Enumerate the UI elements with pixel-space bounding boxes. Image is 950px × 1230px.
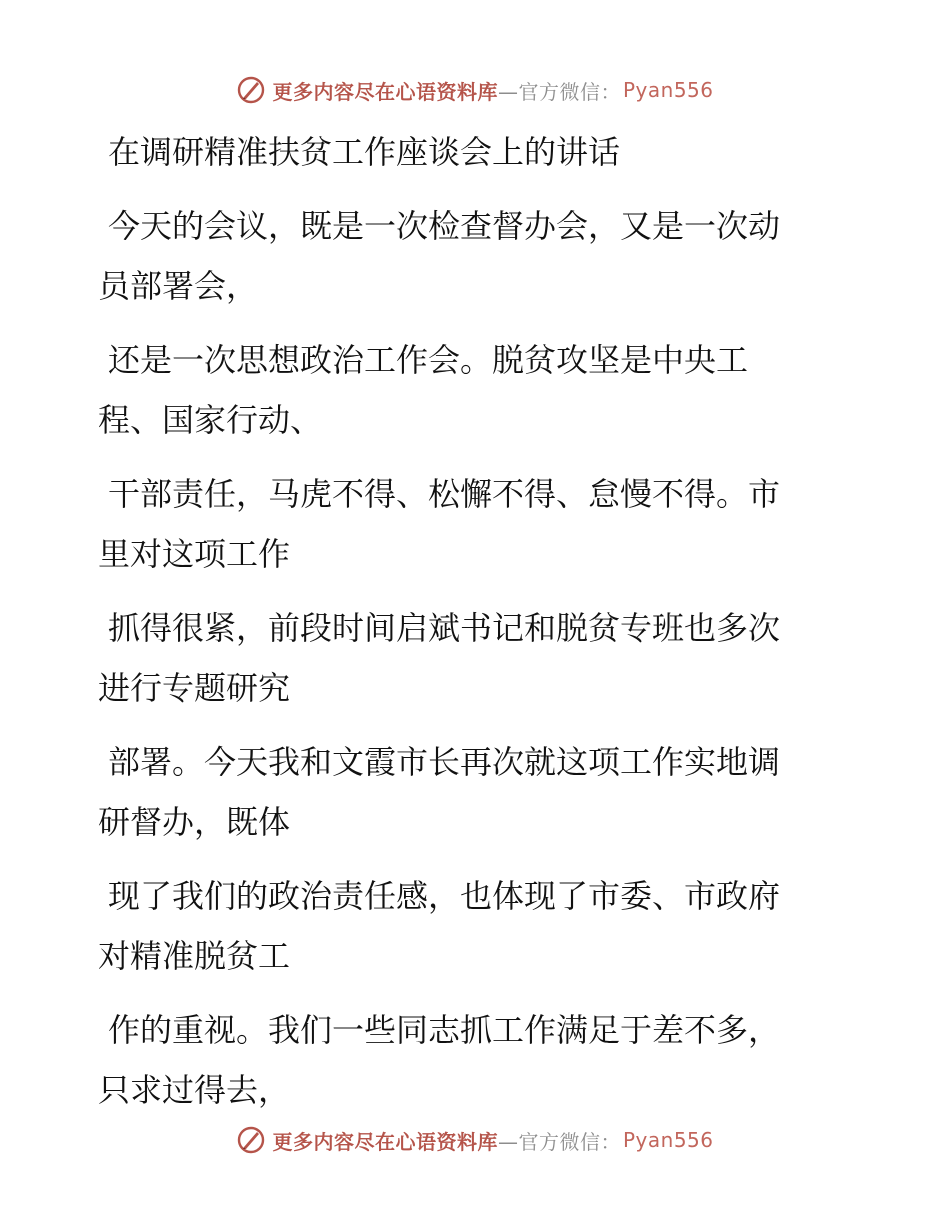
paragraph-line: 今天的会议，既是一次检查督办会，又是一次动: [108, 207, 781, 245]
paragraph: [98, 1000, 838, 1120]
paragraph-line: 作的重视。我们一些同志抓工作满足于差不多，: [108, 1011, 781, 1049]
paragraph-line: 员部署会，: [98, 267, 259, 305]
paragraph-line: 进行专题研究: [98, 669, 291, 707]
title-text: 在调研精准扶贫工作座谈会上的讲话: [108, 133, 621, 171]
header-watermark: [0, 70, 950, 110]
paragraph-line: 研督办，既体: [98, 803, 291, 841]
paragraph: [98, 598, 838, 718]
footer-watermark: [0, 1120, 950, 1160]
paragraph: [98, 196, 838, 316]
paragraph-line: 只求过得去，: [98, 1071, 291, 1109]
paragraph-line: 干部责任，马虎不得、松懈不得、怠慢不得。市: [108, 475, 781, 513]
watermark-brand-text: Pyan556: [622, 78, 714, 102]
watermark-lead-text: 更多内容尽在心语资料库: [272, 79, 498, 104]
quill-pen-circle-icon: [236, 1125, 266, 1155]
document-body: [98, 122, 838, 1120]
paragraph-line: 现了我们的政治责任感，也体现了市委、市政府: [108, 877, 781, 915]
paragraph-line: 程、国家行动、: [98, 401, 323, 439]
paragraph: [98, 330, 838, 450]
paragraph-line: 还是一次思想政治工作会。脱贫攻坚是中央工: [108, 341, 749, 379]
paragraph-line: 部署。今天我和文霞市长再次就这项工作实地调: [108, 743, 781, 781]
document-title: [98, 122, 838, 182]
quill-pen-circle-icon: [236, 75, 266, 105]
paragraph-line: 里对这项工作: [98, 535, 291, 573]
paragraph: [98, 732, 838, 852]
watermark-middle-text: —官方微信：: [497, 1129, 621, 1154]
watermark-middle-text: —官方微信：: [497, 79, 621, 104]
paragraph-line: 对精准脱贫工: [98, 937, 291, 975]
paragraph-line: 抓得很紧，前段时间启斌书记和脱贫专班也多次: [108, 609, 781, 647]
paragraph: [98, 464, 838, 584]
paragraph: [98, 866, 838, 986]
watermark-brand-text: Pyan556: [622, 1128, 714, 1152]
watermark-lead-text: 更多内容尽在心语资料库: [272, 1129, 498, 1154]
